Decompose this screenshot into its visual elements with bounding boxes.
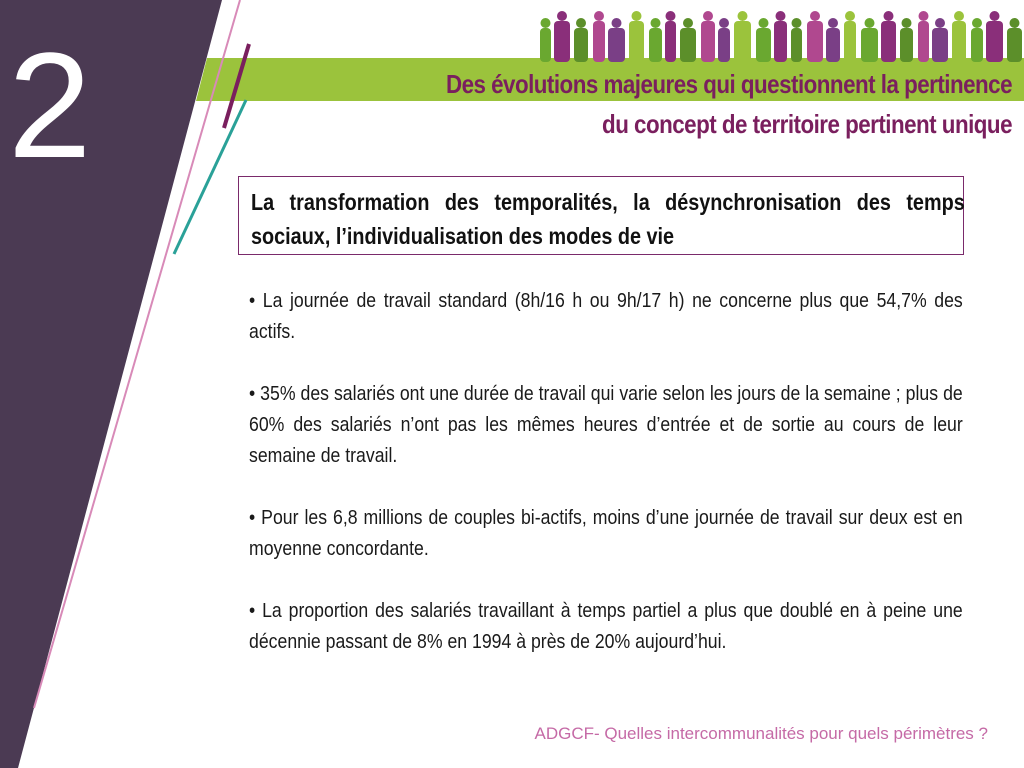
subtitle-text: La transformation des temporalités, la désynchronisation des temps sociaux, l’individualisation des modes de vie [251, 189, 965, 249]
slide-title-line-2: du concept de territoire pertinent unique [602, 109, 1012, 139]
bullet-item: • La journée de travail standard (8h/16 h ou 9h/17 h) ne concerne plus que 54,7% des actifs. [249, 289, 963, 343]
bullet-list [249, 285, 963, 657]
slide-title [358, 64, 1012, 144]
people-silhouettes-banner-icon [530, 0, 1024, 62]
footer-text: ADGCF- Quelles intercommunalités pour quels périmètres ? [534, 724, 988, 743]
subtitle-box [238, 176, 964, 255]
slide-number: 2 [8, 21, 88, 189]
bullet-item: • La proportion des salariés travaillant à temps partiel a plus que doublé en à peine une décennie passant de 8% en 1994 à près de 20% aujourd’hui. [249, 599, 963, 653]
slide-title-line-1: Des évolutions majeures qui questionnent la pertinence [445, 69, 1012, 99]
bullet-item: • 35% des salariés ont une durée de travail qui varie selon les jours de la semaine ; plus de 60% des salariés n’ont pas les mêmes heures d’entrée et de sortie au cours de leur semaine de travail. [249, 382, 963, 467]
bullet-item: • Pour les 6,8 millions de couples bi-actifs, moins d’une journée de travail sur deux est en moyenne concordante. [249, 506, 963, 560]
